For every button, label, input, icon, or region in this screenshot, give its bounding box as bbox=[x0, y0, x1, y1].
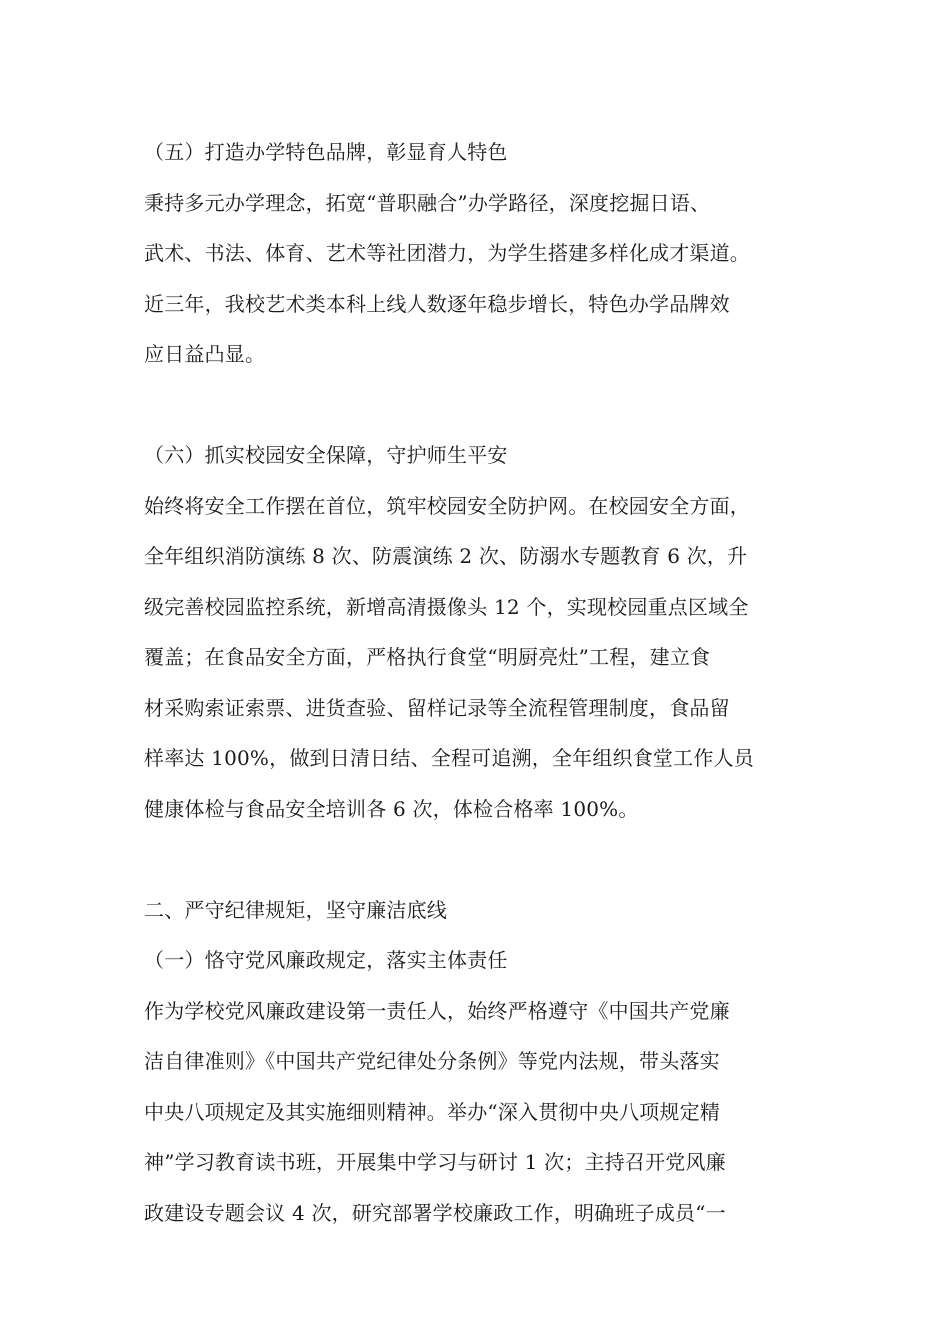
paragraph-spacer bbox=[144, 380, 834, 431]
section-heading-5: （五）打造办学特色品牌，彰显育人特色 bbox=[144, 140, 508, 164]
paragraph-line: 近三年，我校艺术类本科上线人数逐年稳步增长，特色办学品牌效 bbox=[144, 291, 730, 316]
paragraph-line: 材采购索证索票、进货查验、留样记录等全流程管理制度，食品留 bbox=[144, 695, 730, 720]
paragraph-line: 神”学习教育读书班，开展集中学习与研讨 1 次；主持召开党风廉 bbox=[144, 1150, 726, 1174]
paragraph-spacer bbox=[144, 834, 834, 885]
paragraph-line: 作为学校党风廉政建设第一责任人，始终严格遵守《中国共产党廉 bbox=[144, 998, 730, 1023]
paragraph-line: 级完善校园监控系统，新增高清摄像头 12 个，实现校园重点区域全 bbox=[144, 594, 749, 619]
paragraph-line: 秉持多元办学理念，拓宽“普职融合”办学路径，深度挖掘日语、 bbox=[144, 190, 711, 215]
paragraph-line: 健康体检与食品安全培训各 6 次，体检合格率 100%。 bbox=[144, 796, 639, 821]
paragraph-line: 始终将安全工作摆在首位，筑牢校园安全防护网。在校园安全方面， bbox=[144, 493, 750, 518]
paragraph-line: 覆盖；在食品安全方面，严格执行食堂“明厨亮灶”工程，建立食 bbox=[144, 645, 711, 669]
section-heading-6: （六）抓实校园安全保障，守护师生平安 bbox=[144, 443, 508, 467]
paragraph-line: 武术、书法、体育、艺术等社团潜力，为学生搭建多样化成才渠道。 bbox=[144, 241, 750, 265]
paragraph-line: 政建设专题会议 4 次，研究部署学校廉政工作，明确班子成员“一 bbox=[144, 1200, 726, 1225]
paragraph-line: 应日益凸显。 bbox=[144, 342, 266, 366]
paragraph-line: 中央八项规定及其实施细则精神。举办“深入贯彻中央八项规定精 bbox=[144, 1099, 721, 1124]
paragraph-line: 样率达 100%，做到日清日结、全程可追溯，全年组织食堂工作人员 bbox=[144, 746, 754, 770]
document-body bbox=[144, 127, 834, 1238]
chapter-heading-2: 二、严守纪律规矩，坚守廉洁底线 bbox=[144, 897, 447, 922]
paragraph-line: 洁自律准则》《中国共产党纪律处分条例》等党内法规，带头落实 bbox=[144, 1049, 720, 1073]
section-heading-1: （一）恪守党风廉政规定，落实主体责任 bbox=[144, 948, 508, 972]
paragraph-line: 全年组织消防演练 8 次、防震演练 2 次、防溺水专题教育 6 次，升 bbox=[144, 544, 748, 568]
